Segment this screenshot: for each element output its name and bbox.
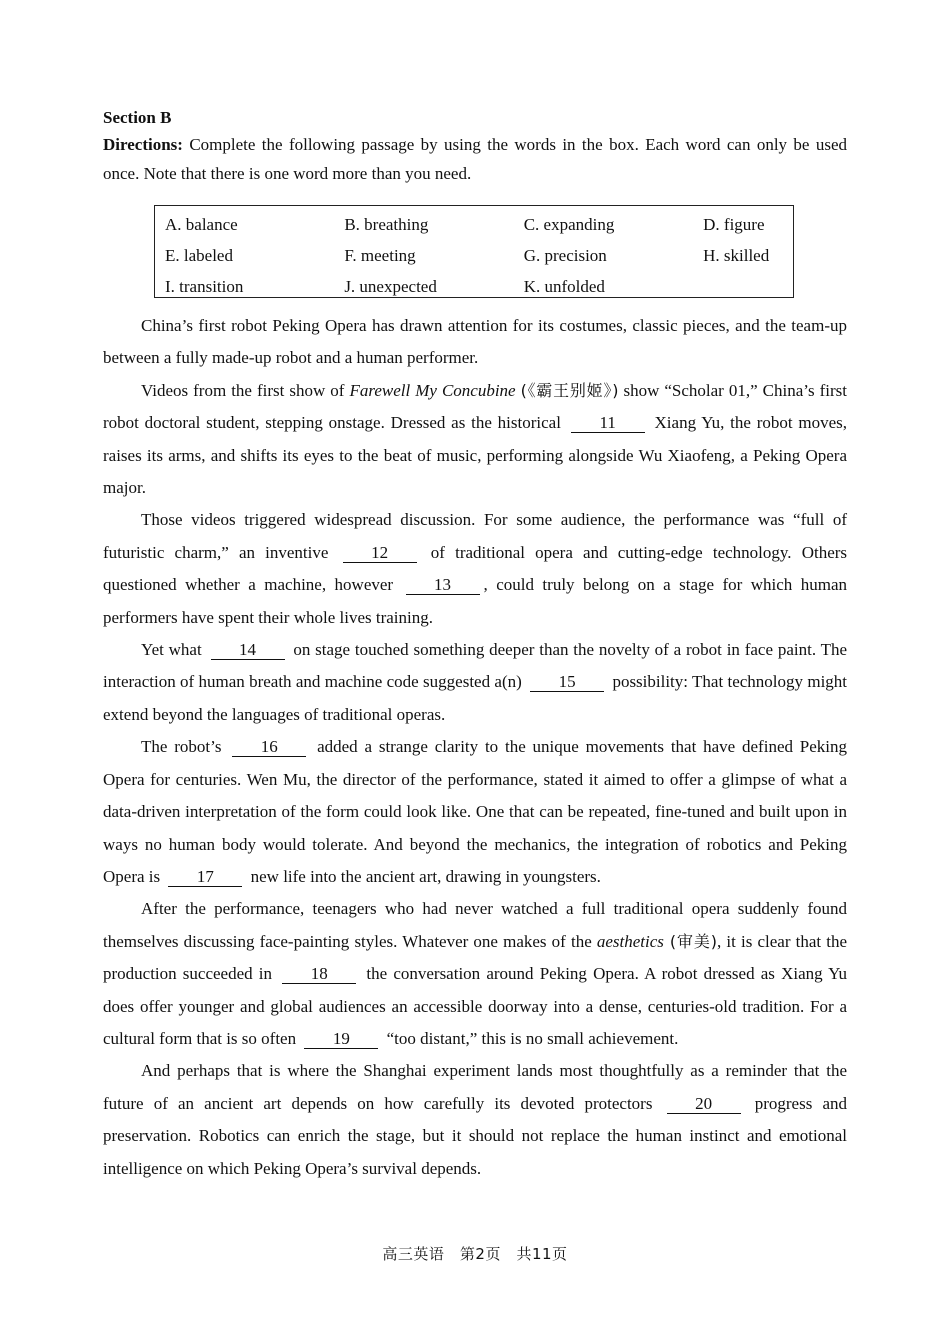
paragraph-5 [103, 731, 847, 893]
word-option: G. precision [523, 245, 607, 265]
paragraph-text: Videos from the first show of [141, 380, 350, 400]
blank-15[interactable]: 15 [530, 673, 604, 692]
chinese-title: (《霸王别姬》) [520, 380, 619, 400]
word-table [165, 209, 793, 302]
blank-14[interactable]: 14 [211, 641, 285, 660]
opera-title: Farewell My Concubine [349, 380, 516, 400]
word-option: I. transition [165, 276, 244, 296]
blank-17[interactable]: 17 [168, 868, 242, 887]
paragraph-text: show “Scholar 01,” China’s first robot doctoral student, stepping onstage. Dressed as the historical [103, 380, 848, 433]
paragraph-text: of traditional opera and cutting-edge technology. Others questioned whether a machine, however [103, 542, 848, 595]
blank-11[interactable]: 11 [571, 414, 645, 433]
paragraph-3 [103, 504, 847, 634]
section-title: Section B [103, 108, 172, 127]
blank-16[interactable]: 16 [232, 738, 306, 757]
blank-20[interactable]: 20 [667, 1095, 741, 1114]
exam-page [103, 106, 847, 1185]
paragraph-6 [103, 893, 847, 1055]
paragraph-text: Xiang Yu, the robot moves, raises its arms, and shifts its eyes to the beat of music, performing alongside Wu Xiaofeng, a Peking Opera major. [103, 413, 848, 498]
word-option: C. expanding [523, 214, 615, 234]
paragraph-text: China’s first robot Peking Opera has drawn attention for its costumes, classic pieces, and the team-up between a fully made-up robot and a human performer. [103, 316, 847, 368]
word-option: D. figure [703, 214, 765, 234]
blank-18[interactable]: 18 [282, 965, 356, 984]
word-option: E. labeled [165, 245, 233, 265]
paragraph-text: the conversation around Peking Opera. A robot dressed as Xiang Yu does offer younger and global audiences an accessible doorway into a dense, centuries-old tradition. For a cultural form that is so often [103, 964, 848, 1048]
word-box [154, 205, 794, 298]
paragraph-7 [103, 1055, 847, 1185]
word-option [703, 271, 793, 302]
paragraph-text: Those videos triggered widespread discussion. For some audience, the performance was “full of futuristic charm,” an inventive [103, 510, 847, 562]
paragraph-text: new life into the ancient art, drawing in youngsters. [250, 866, 601, 886]
paragraph-text: And perhaps that is where the Shanghai experiment lands most thoughtfully as a reminder that the future of an ancient art depends on how carefully its devoted protectors [103, 1061, 847, 1113]
word-option: F. meeting [344, 245, 416, 265]
paragraph-text: progress and preservation. Robotics can enrich the stage, but it should not replace the human instinct and emotional intelligence on which Peking Opera’s survival depends. [103, 1093, 848, 1178]
word-option: K. unfolded [523, 276, 605, 296]
passage [103, 310, 847, 1185]
chinese-gloss: (审美) [663, 931, 718, 951]
word-option: H. skilled [703, 245, 770, 265]
paragraph-text: possibility: That technology might extend beyond the languages of traditional operas. [103, 672, 848, 724]
paragraph-text: on stage touched something deeper than the novelty of a robot in face paint. The interaction of human breath and machine code suggested a(n) [103, 640, 848, 692]
paragraph-text: Yet what [141, 640, 202, 660]
blank-19[interactable]: 19 [304, 1030, 378, 1049]
word-row [165, 240, 793, 271]
paragraph-text: , it is clear that the production succeeded in [103, 931, 848, 984]
directions-text: Complete the following passage by using the words in the box. Each word can only be used once. Note that there is one word more than you need. [103, 135, 847, 183]
word-option: B. breathing [344, 214, 429, 234]
paragraph-2 [103, 375, 847, 505]
paragraph-text: , could truly belong on a stage for which human performers have spent their whole lives training. [103, 575, 848, 627]
blank-12[interactable]: 12 [343, 544, 417, 563]
paragraph-text: “too distant,” this is no small achievement. [386, 1028, 679, 1048]
word-row [165, 271, 793, 302]
paragraph-1 [103, 310, 847, 375]
paragraph-4 [103, 634, 847, 731]
italic-term: aesthetics [596, 931, 664, 951]
word-row [165, 209, 793, 240]
page-footer: 高三英语 第2页 共11页 [382, 1245, 568, 1263]
word-option: A. balance [165, 214, 238, 234]
directions [103, 130, 847, 188]
directions-label: Directions: [103, 135, 183, 154]
paragraph-text: added a strange clarity to the unique movements that have defined Peking Opera for centuries. Wen Mu, the director of the performance, stated it aimed to offer a glimpse of what a data-driven interpretation of the form could look like. One that can be repeated, fine-tuned and built upon in ways no human body would tolerate. And beyond the mechanics, the integration of robotics and Peking Opera is [103, 737, 848, 886]
paragraph-text: After the performance, teenagers who had never watched a full traditional opera suddenly found themselves discussing face-painting styles. Whatever one makes of the [103, 899, 847, 951]
blank-13[interactable]: 13 [406, 576, 480, 595]
word-option: J. unexpected [344, 276, 437, 296]
paragraph-text: The robot’s [141, 737, 222, 757]
